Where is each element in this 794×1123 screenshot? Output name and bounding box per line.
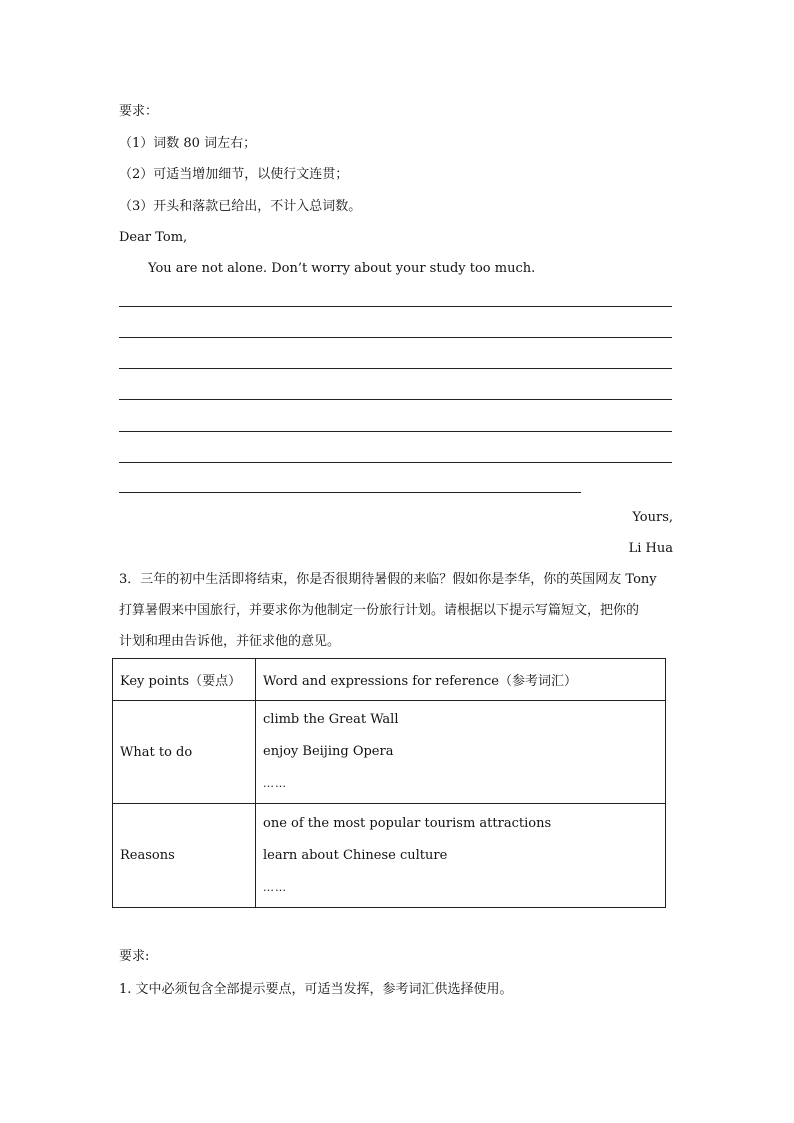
- letter-greeting: Dear Tom,: [119, 230, 188, 245]
- letter-signature: Li Hua: [628, 541, 673, 556]
- row-items: [256, 804, 666, 908]
- question3-line-3: 计划和理由告诉他，并征求他的意见。: [119, 634, 341, 649]
- header-key-points: Key points（要点）: [113, 659, 256, 701]
- question3-line-2: 打算暑假来中国旅行，并要求你为他制定一份旅行计划。请根据以下提示写篇短文，把你的: [119, 603, 640, 618]
- writing-line: [119, 492, 581, 493]
- row-label-reasons: Reasons: [113, 804, 256, 908]
- reference-item: climb the Great Wall: [263, 712, 399, 727]
- reference-table: [112, 658, 666, 908]
- requirements-title: 要求：: [119, 104, 159, 119]
- requirements2-item-1: 1. 文中必须包含全部提示要点，可适当发挥，参考词汇供选择使用。: [119, 982, 513, 997]
- writing-line: [119, 399, 672, 400]
- requirement-item-1: （1）词数 80 词左右；: [119, 136, 257, 151]
- writing-line: [119, 462, 672, 463]
- ellipsis: ……: [263, 880, 287, 894]
- writing-line: [119, 337, 672, 338]
- reference-item: enjoy Beijing Opera: [263, 744, 394, 759]
- requirement-item-2: （2）可适当增加细节，以使行文连贯；: [119, 167, 349, 182]
- writing-line: [119, 431, 672, 432]
- row-label-what-to-do: What to do: [113, 701, 256, 804]
- letter-opening: You are not alone. Don’t worry about your study too much.: [148, 261, 536, 276]
- writing-line: [119, 368, 672, 369]
- ellipsis: ……: [263, 777, 287, 790]
- table-row: [113, 804, 666, 908]
- requirements2-title: 要求:: [119, 949, 150, 964]
- question3-line-1: 3．三年的初中生活即将结束，你是否很期待暑假的来临？假如你是李华，你的英国网友 Tony: [119, 572, 657, 587]
- table-header-row: [113, 659, 666, 701]
- reference-item: learn about Chinese culture: [263, 847, 448, 863]
- row-items: [256, 701, 666, 804]
- reference-item: one of the most popular tourism attractions: [263, 815, 552, 831]
- header-reference-words: Word and expressions for reference（参考词汇）: [256, 659, 666, 701]
- letter-closing: Yours,: [632, 510, 673, 525]
- requirement-item-3: （3）开头和落款已给出，不计入总词数。: [119, 199, 362, 214]
- writing-line: [119, 306, 672, 307]
- table-row: [113, 701, 666, 804]
